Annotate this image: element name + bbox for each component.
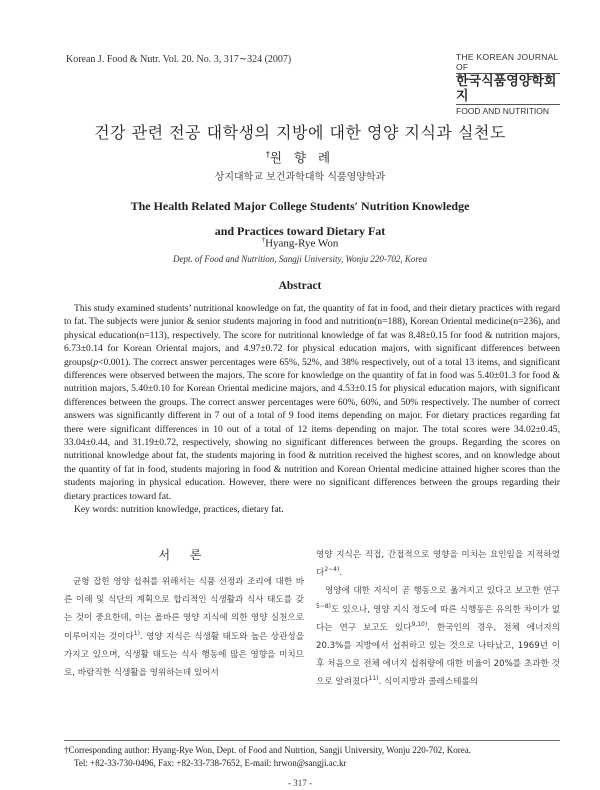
- journal-citation: Korean J. Food & Nutr. Vol. 20. No. 3, 317∼324 (2007): [66, 54, 292, 65]
- citation-ref: 1): [133, 629, 140, 637]
- intro-right-column: [316, 546, 560, 692]
- intro-text: . 한국인의 경우, 전체 에너지의 20.3%를 지방에서 섭취하고 있는 것으로 나타났고, 1969년 이후 처음으로 전체 에너지 섭취량에 대한 비율이 20%를 초과한 것으로 알려졌다: [316, 622, 560, 688]
- journal-logo-kr: 한국식품영양학회지: [456, 74, 557, 104]
- corresponding-mark-en: †: [261, 236, 266, 244]
- intro-text: 영양에 대한 지식이 곧 행동으로 옮겨지고 있다고 보고한 연구: [325, 586, 560, 597]
- citation-ref: 11): [368, 675, 379, 683]
- intro-text: 영양 지식은 직접, 간접적으로 영향을 미치는 요인임을 지적하였다: [316, 550, 560, 579]
- abstract-p-symbol: p: [93, 356, 99, 368]
- affiliation-korean: 상지대학교 보건과학대학 식품영양학과: [214, 172, 386, 183]
- footnote: [64, 744, 560, 769]
- footnote-contact: Tel: +82-33-730-0496, Fax: +82-33-738-7652, E-mail: hrwon@sangji.ac.kr: [74, 757, 347, 768]
- author-english: [0, 236, 600, 250]
- intro-text: .: [339, 568, 343, 579]
- intro-text: 균형 잡힌 영양 섭취를 위해서는 식품 선정과 조리에 대한 바른 이해 및 식단의 계획으로 합리적인 식생활과 식사 태도를 갖는 것이 중요한데, 이는 올바른 영양 지식에 의한 영양 실천으로 이루어지는 것이다: [64, 577, 304, 642]
- journal-logo: [456, 52, 560, 116]
- footnote-divider: [64, 740, 560, 741]
- intro-paragraph-right-2: [316, 582, 560, 691]
- keywords: Key words: nutrition knowledge, practices, dietary fat.: [74, 504, 284, 515]
- footnote-corresponding-author: †Corresponding author: Hyang-Rye Won, Dept. of Food and Nutrtion, Sangji University, Wonju 220-702, Korea.: [64, 745, 471, 755]
- abstract-heading: Abstract: [278, 280, 322, 292]
- intro-paragraph-right-1: [316, 546, 560, 582]
- author-korean-name: 원 향 례: [269, 150, 335, 165]
- corresponding-mark: †: [265, 149, 270, 159]
- affiliation-english: Dept. of Food and Nutrition, Sangji University, Wonju 220-702, Korea: [172, 254, 428, 264]
- intro-text: . 영양 지식은 식생활 태도와 높은 상관성을 가지고 있으며, 식생활 태도는 식사 행동에 많은 영향을 미치므로, 바람직한 식생활을 영위하는데 있어서: [64, 631, 304, 679]
- abstract-text-part2: <0.001). The correct answer percentages were 65%, 52%, and 38% respectively, out of a total 13 items, and significant differences were observed between the majors. The score for knowledge on the quantity of fat in food was 5.40±01.3 for food & nutrition majors, 5.40±0.10 for Korean Oriental medicine majors, and 4.53±0.15 for physical education majors, with significant differences between the groups. The correct answer percentages were 60%, 60%, and 50% respectively. The number of correct answers was significantly different in 7 out of a total of 9 food items depending on major. For dietary practices regarding fat there were significant differences in 10 out of a total of 12 items depending on major. The total scores were 34.02±0.45, 33.04±0.44, and 31.19±0.72, respectively, showing no significant differences between the groups. Regarding the scores on nutritional knowledge about fat, the students majoring in food & nutrition received the highest scores, and on knowledge about the quantity of fat in food, students majoring in food & nutrition and Korean Oriental medicine attained higher scores than the students majoring in physical education. However, there were no significant differences between the groups regarding their dietary practices toward fat.: [64, 356, 560, 502]
- title-english-line2: and Practices toward Dietary Fat: [214, 224, 386, 238]
- title-korean: 건강 관련 전공 대학생의 지방에 대한 영양 지식과 실천도: [94, 123, 506, 142]
- journal-logo-en-bottom: FOOD AND NUTRITION: [456, 104, 560, 116]
- title-english-line1: The Health Related Major College Students′ Nutrition Knowledge: [130, 199, 470, 213]
- section-heading-introduction: 서 론: [158, 548, 210, 562]
- intro-text: . 식이지방과 콜레스테롤의: [378, 677, 479, 688]
- author-english-name: Hyang-Rye Won: [265, 237, 339, 250]
- citation-ref: 5∼8): [316, 602, 332, 610]
- journal-logo-en-top: THE KOREAN JOURNAL OF: [456, 52, 559, 72]
- intro-left-column: [64, 546, 304, 682]
- abstract-text-part1: This study examined students’ nutritional knowledge on fat, the quantity of fat in food, and their dietary practices with regard to fat. The subjects were junior & senior students majoring in food and nutrition(n=188), Korean Oriental medicine(n=236), and physical education(n=113), respectively. The score for nutritional knowledge of fat was 8.48±0.15 for food & nutrition majors, 6.73±0.14 for Korean Oriental majors, and 4.97±0.72 for physical education majors, with significant differences between groups(: [64, 303, 560, 368]
- abstract-body: [64, 302, 560, 503]
- intro-text: 도 있으나, 영양 지식 정도에 따른 식행동은 유의한 차이가 없다는 연구 보고도 있다: [316, 604, 560, 633]
- citation-ref: 2∼4): [324, 566, 340, 574]
- intro-paragraph-left: [64, 573, 304, 682]
- author-korean: [0, 148, 600, 166]
- citation-ref: 9,10): [411, 620, 428, 628]
- page-number: - 317 -: [288, 778, 312, 788]
